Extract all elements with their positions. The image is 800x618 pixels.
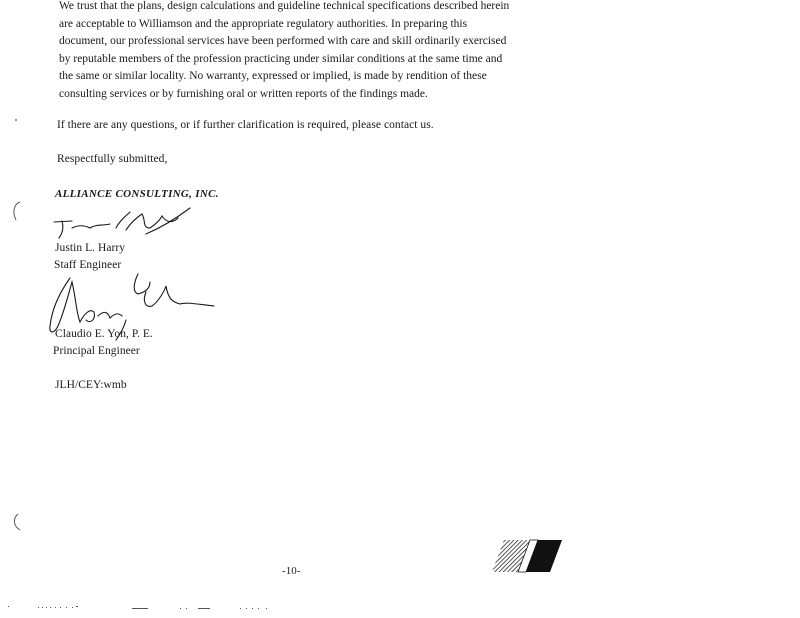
- signatory-title: Staff Engineer: [54, 259, 122, 271]
- paragraph-line: by reputable members of the profession practicing under similar conditions at the same time and: [59, 52, 503, 65]
- signatory-name: Justin L. Harry: [55, 242, 126, 254]
- page-number: -10-: [282, 565, 301, 577]
- contact-line: If there are any questions, or if further clarification is required, please contact us.: [57, 119, 434, 131]
- paragraph-line: are acceptable to Williamson and the appropriate regulatory authorities. In preparing this: [59, 17, 468, 30]
- paragraph-line: the same or similar locality. No warranty, expressed or implied, is made by rendition of these: [59, 70, 487, 82]
- paragraph-line: consulting services or by furnishing oral or written reports of the findings made.: [59, 87, 428, 100]
- paragraph-line: document, our professional services have been performed with care and skill ordinarily exercised: [59, 35, 507, 47]
- closing-paragraph: [59, 0, 549, 103]
- scan-speck: [12, 116, 20, 124]
- company-name: ALLIANCE CONSULTING, INC.: [55, 188, 219, 200]
- reference-initials: JLH/CEY:wmb: [55, 379, 127, 391]
- punch-hole-mark: [8, 510, 28, 536]
- signatory-name: Claudio E. Yon, P. E.: [55, 328, 153, 340]
- paragraph-line: We trust that the plans, design calculations and guideline technical specifications described herein: [59, 0, 510, 12]
- salutation: Respectfully submitted,: [57, 153, 168, 165]
- corner-logo-mark: [490, 538, 564, 574]
- signatory-title: Principal Engineer: [53, 345, 140, 357]
- scan-edge-dots: [0, 602, 800, 612]
- punch-hole-mark: [8, 198, 28, 226]
